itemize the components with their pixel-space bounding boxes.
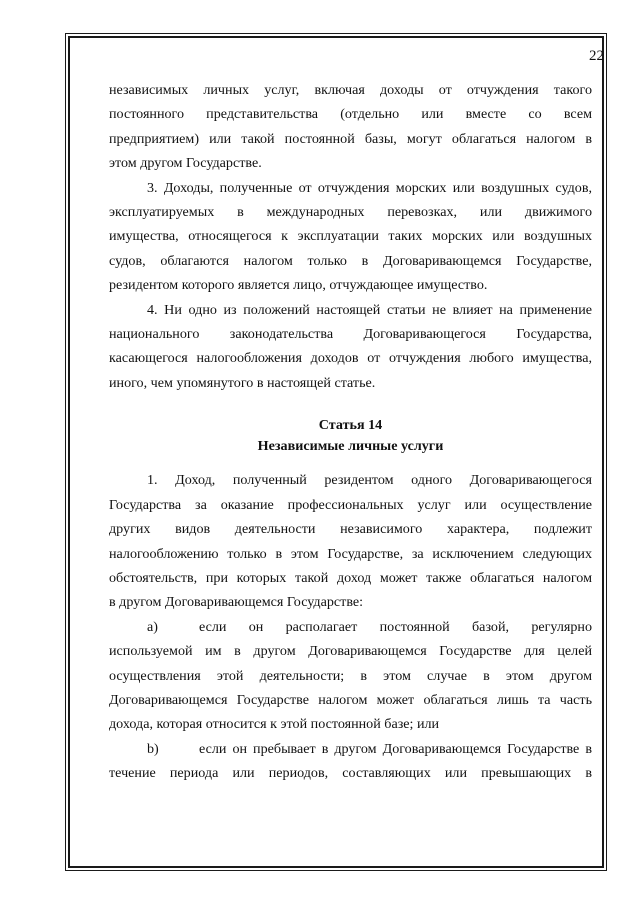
- text-line: независимых личных услуг, включая доходы от отчуждения такого: [109, 82, 592, 98]
- text-line: этом другом Государстве.: [109, 155, 262, 172]
- subparagraph-a: [109, 615, 592, 737]
- document-body: [109, 78, 592, 786]
- text-line: осуществления этой деятельности; в этом случае в этом другом: [109, 667, 592, 684]
- page-number: 22: [589, 48, 604, 64]
- text-line: касающегося налогообложения доходов от отчуждения любого имущества,: [109, 350, 592, 367]
- paragraph-3: [109, 176, 592, 298]
- item-label: a): [147, 618, 158, 635]
- article-title: Независимые личные услуги: [257, 438, 444, 455]
- text-line: обстоятельств, при которых такой доход может также облагаться налогом: [109, 569, 592, 586]
- text-line: постоянного представительства (отдельно или вместе со всем: [109, 106, 592, 123]
- text-line: предприятием) или такой постоянной базы, могут облагаться налогом в: [109, 130, 592, 147]
- text-line: резидентом которого является лицо, отчуждающее имущество.: [109, 277, 488, 294]
- item-text: если он пребывает в другом Договаривающемся Государстве в: [199, 740, 592, 757]
- text-line: 4. Ни одно из положений настоящей статьи не влияет на применение: [147, 301, 592, 318]
- paragraph-4: [109, 298, 592, 396]
- article-number: Статья 14: [318, 417, 383, 434]
- text-line: течение периода или периодов, составляющих или превышающих в: [109, 765, 592, 782]
- text-line: используемой им в другом Договаривающемся Государстве для целей: [109, 643, 592, 660]
- text-line: Договаривающемся Государстве налогом может облагаться лишь та часть: [109, 691, 592, 708]
- item-label: b): [147, 740, 159, 757]
- text-line: судов, облагаются налогом только в Договаривающемся Государстве,: [109, 252, 592, 269]
- text-line: налогообложению только в этом Государстве, за исключением следующих: [109, 545, 592, 562]
- text-line: в другом Договаривающемся Государстве:: [109, 594, 364, 611]
- text-line: 1. Доход, полученный резидентом одного Договаривающегося: [147, 472, 592, 489]
- text-line: других видов деятельности независимого характера, подлежит: [109, 521, 592, 538]
- subparagraph-b: [109, 737, 592, 786]
- text-line: 3. Доходы, полученные от отчуждения морских или воздушных судов,: [147, 179, 592, 196]
- text-line: Государства за оказание профессиональных услуг или осуществление: [109, 496, 592, 513]
- text-line: иного, чем упомянутого в настоящей статье.: [109, 374, 376, 391]
- article-paragraph-1: [109, 468, 592, 614]
- text-line: [109, 615, 592, 639]
- article-heading: [109, 415, 592, 457]
- text-line: имущества, относящегося к эксплуатации таких морских или воздушных: [109, 228, 592, 245]
- text-line: национального законодательства Договаривающегося Государства,: [109, 326, 592, 343]
- text-line: эксплуатируемых в международных перевозках, или движимого: [109, 204, 592, 221]
- item-text: если он располагает постоянной базой, регулярно: [199, 618, 592, 635]
- text-line: дохода, которая относится к этой постоянной базе; или: [109, 716, 440, 733]
- text-line: [109, 737, 592, 761]
- paragraph-continuation: [109, 78, 592, 176]
